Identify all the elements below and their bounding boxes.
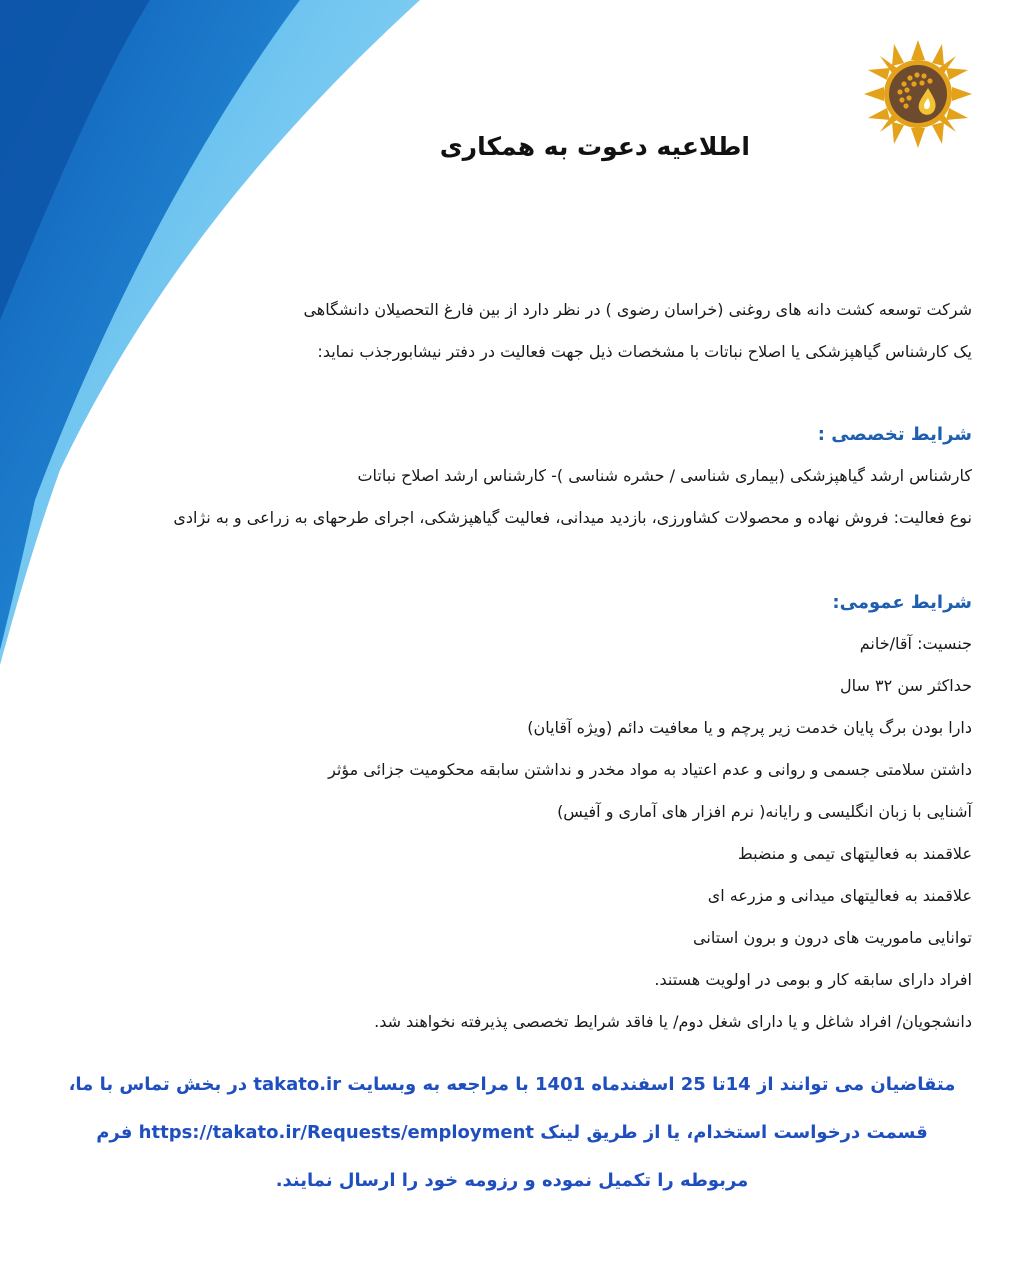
contact-line-2: قسمت درخواست استخدام، یا از طریق لینک https://takato.ir/Requests/employment فرم bbox=[96, 1122, 928, 1143]
intro-line-1: شرکت توسعه کشت دانه های روغنی (خراسان رضوی ) در نظر دارد از بین فارغ التحصیلان دانشگاهی bbox=[303, 300, 972, 319]
intro-line-2: یک کارشناس گیاهپزشکی یا اصلاح نباتات با مشخصات ذیل جهت فعالیت در دفتر نیشابورجذب نماید: bbox=[317, 342, 972, 361]
general-line-5: آشنایی با زبان انگلیسی و رایانه( نرم افزار های آماری و آفیس) bbox=[557, 802, 972, 821]
contact-line-3: مربوطه را تکمیل نموده و رزومه خود را ارسال نمایند. bbox=[275, 1170, 749, 1191]
general-heading: شرایط عمومی: bbox=[832, 592, 972, 613]
general-line-1: جنسیت: آقا/خانم bbox=[859, 634, 972, 653]
specialized-heading: شرایط تخصصی : bbox=[817, 424, 972, 445]
general-line-6: علاقمند به فعالیتهای تیمی و منضبط bbox=[737, 844, 972, 863]
general-line-4: داشتن سلامتی جسمی و روانی و عدم اعتیاد به مواد مخدر و نداشتن سابقه محکومیت جزائی مؤثر bbox=[328, 760, 972, 779]
general-line-2: حداکثر سن ۳۲ سال bbox=[840, 676, 972, 695]
general-line-7: علاقمند به فعالیتهای میدانی و مزرعه ای bbox=[707, 886, 972, 905]
specialized-line-1: کارشناس ارشد گیاهپزشکی (بیماری شناسی / حشره شناسی )- کارشناس ارشد اصلاح نباتات bbox=[357, 466, 972, 485]
general-line-9: افراد دارای سابقه کار و بومی در اولویت هستند. bbox=[654, 970, 972, 989]
company-logo bbox=[862, 38, 974, 150]
general-line-3: دارا بودن برگ پایان خدمت زیر پرچم و یا معافیت دائم (ویژه آقایان) bbox=[527, 718, 972, 737]
general-line-10: دانشجویان/ افراد شاغل و یا دارای شغل دوم/ یا فاقد شرایط تخصصی پذیرفته نخواهند شد. bbox=[374, 1012, 972, 1031]
page-title: اطلاعیه دعوت به همکاری bbox=[439, 132, 750, 161]
general-line-8: توانایی ماموریت های درون و برون استانی bbox=[693, 928, 972, 947]
decorative-blue-swoosh bbox=[0, 0, 430, 670]
contact-line-1: متقاضیان می توانند از 14تا 25 اسفندماه 1401 با مراجعه به وبسایت takato.ir در بخش تماس با ما، bbox=[68, 1074, 956, 1095]
specialized-line-2: نوع فعالیت: فروش نهاده و محصولات کشاورزی، بازدید میدانی، فعالیت گیاهپزشکی، اجرای طرحهای به زراعی و به نژادی bbox=[173, 508, 972, 527]
